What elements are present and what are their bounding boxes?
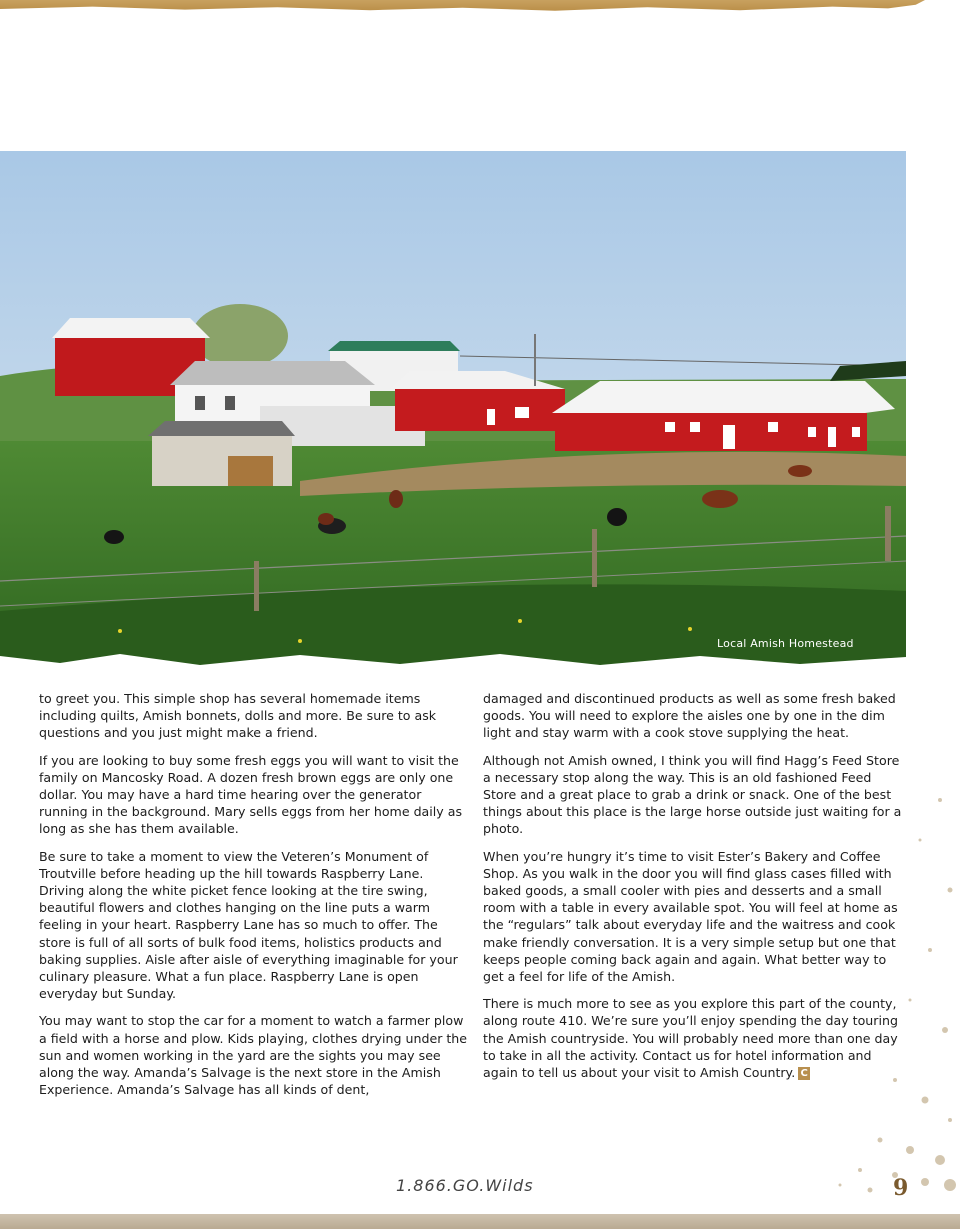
paint-splatter-decoration	[800, 780, 960, 1200]
barn-middle	[395, 389, 565, 431]
paragraph: When you’re hungry it’s time to visit Ester’s Bakery and Coffee Shop. As you walk in the door you will find glass cases filled with baked goods, a small cooler with pies and desserts and a small room with a table in every available spot. You will feel at home as the “regulars” talk about everyday life and the waitress and cook make friendly conversation. It is a very simple setup but one that keeps people coming back again and again. What better way to get a feel for life of the Amish.	[483, 848, 898, 985]
paragraph: damaged and discontinued products as well as some fresh baked goods. You will need to explore the aisles one by one in the dim light and stay warm with a cook stove supplying the heat.	[483, 691, 896, 741]
paragraph: Although not Amish owned, I think you will find Hagg’s Feed Store a necessary stop along the way. This is an old fashioned Feed Store and a great place to grab a drink or snack. One of the best things about this place is the large horse outside just waiting for a photo.	[483, 752, 902, 837]
paragraph-text: There is much more to see as you explore this part of the county, along route 410. We’re sure you’ll enjoy spending the day touring the Amish countryside. You will probably need more than one day to take in all the activity. Contact us for hotel information and again to tell us about your visit to Amish Country.	[483, 996, 898, 1081]
photo-caption: Local Amish Homestead	[717, 637, 854, 650]
phone-number: 1.866.GO.Wilds	[396, 1176, 534, 1195]
paragraph: You may want to stop the car for a moment to watch a farmer plow a field with a horse and plow. Kids playing, clothes drying under the sun and women working in the yard are the sights you may see along the way. Amanda’s Salvage is the next store in the Amish Experience. Amanda’s Salvage has all kinds of dent,	[39, 1013, 468, 1098]
barn-right	[555, 413, 867, 451]
homestead-illustration	[0, 151, 906, 668]
decorative-bottom-border	[0, 1214, 960, 1229]
page-number: 9	[893, 1175, 909, 1201]
paragraph: If you are looking to buy some fresh eggs you will want to visit the family on Mancosky Road. A dozen fresh brown eggs are only one dollar. You may have a hard time hearing over the generator running in the background. Mary sells eggs from her home daily as long as she has them available.	[39, 752, 463, 837]
article-left-column	[39, 690, 469, 1108]
end-of-article-icon: C	[798, 1067, 810, 1080]
homestead-photo	[0, 151, 906, 668]
decorative-top-border	[0, 0, 925, 12]
paragraph: Be sure to take a moment to view the Veteren’s Monument of Troutville before heading up the hill towards Raspberry Lane. Driving along the white picket fence looking at the tire swing, beautiful flowers and clothes hanging on the line puts a warm feeling in your heart. Raspberry Lane has so much to offer. The store is full of all sorts of bulk food items, holistics products and baking supplies. Aisle after aisle of everything imaginable for your culinary pleasure. What a fun place. Raspberry Lane is open everyday but Sunday.	[39, 848, 458, 1002]
paragraph: to greet you. This simple shop has several homemade items including quilts, Amish bonnets, dolls and more. Be sure to ask questions and you just might make a friend.	[39, 691, 437, 741]
